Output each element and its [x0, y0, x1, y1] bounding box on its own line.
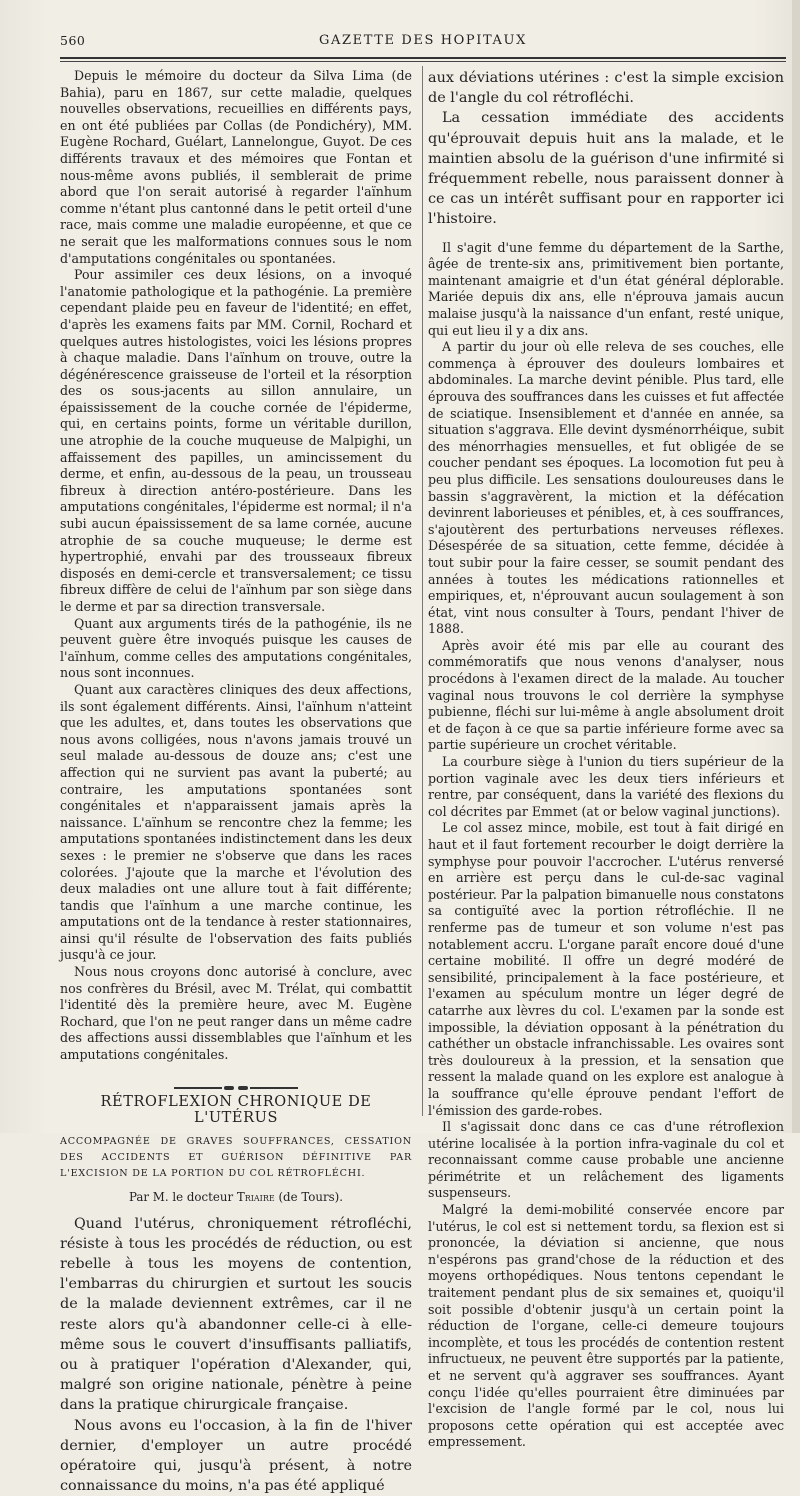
author-prefix: Par M. le docteur: [128, 1189, 234, 1204]
paragraph: Malgré la demi-mobilité conservée encore par l'utérus, le col est si nettement tordu, sa flexion est si prononcée, la déviation si ancienne, que nous n'espérons pas grand'chose de la réduction et des moyens orthopédiques. Nous tentons cependant le traitement pendant plus de six semaines et, quoiqu'il soit possible d'obtenir jusqu'à un certain point la réduction de l'organe, celle-ci demeure toujours incomplète, et tous les procédés de contention restent infructueux, ne peuvent être supportés par la patiente, et ne servent qu'à aggraver ses souffrances. Ayant conçu l'idée qu'elles pourraient être diminuées par l'excision de l'angle formé par le col, nous lui proposons cette opération qui est acceptée avec empressement.: [428, 1202, 784, 1450]
header-rule-thick: [60, 57, 786, 59]
paragraph: Quant aux arguments tirés de la pathogénie, ils ne peuvent guère être invoqués puisque les causes de l'aïnhum, comme celles des amputations congénitales, nous sont inconnues.: [60, 615, 412, 681]
article-lead-continued: [428, 68, 784, 230]
paragraph: Pour assimiler ces deux lésions, on a invoqué l'anatomie pathologique et la pathogénie. La première cependant plaide peu en faveur de l'identité; en effet, d'après les examens faits par MM. Cornil, Rochard et quelques autres histologistes, voici les lésions propres à chaque maladie. Dans l'aïnhum on trouve, outre la dégénérescence graisseuse de l'orteil et la résorption des os sous-jacents au sillon annulaire, un épaississement de la couche cornée de l'épiderme, qui, en certains points, forme un véritable durillon, une atrophie de la couche muqueuse de Malpighi, un affaissement des papilles, un amincissement du derme, et enfin, au-dessous de la peau, un trousseau fibreux à direction antéro-postérieure. Dans les amputations congénitales, l'épiderme est normal; il n'a subi aucun épaississement de sa lame cornée, aucune atrophie de sa couche muqueuse; le derme est hypertrophié, envahi par des trousseaux fibreux disposés en demi-cercle et transversalement; ce tissu fibreux diffère de celui de l'aïnhum par son siège dans le derme et par sa direction transversale.: [60, 267, 412, 614]
lead-paragraph: Nous avons eu l'occasion, à la fin de l'hiver dernier, d'employer un autre procédé opératoire qui, jusqu'à présent, à notre connaissance du moins, n'a pas été appliqué: [60, 1417, 412, 1495]
section-ornament: [60, 1078, 412, 1084]
article-lead: [60, 1214, 412, 1496]
paragraph: Après avoir été mis par elle au courant des commémoratifs que nous venons d'analyser, nous procédons à l'examen direct de la malade. Au toucher vaginal nous trouvons le col derrière la symphyse pubienne, fléchi sur lui-même à angle absolument droit et de façon à ce que sa partie inférieure forme avec sa partie supérieure un crochet véritable.: [428, 637, 784, 753]
paragraph: Le col assez mince, mobile, est tout à fait dirigé en haut et il faut fortement recourber le doigt derrière la symphyse pour pouvoir l'accrocher. L'utérus renversé en arrière est perçu dans le cul-de-sac vaginal postérieur. Par la palpation bimanuelle nous constatons sa contiguïté avec la portion rétrofléchie. Il ne renferme pas de tumeur et son volume n'est pas notablement accru. L'organe paraît encore doué d'une certaine mobilité. Il offre un degré modéré de sensibilité, principalement à la face postérieure, et l'examen au spéculum montre un léger degré de catarrhe aux lèvres du col. L'examen par la sonde est impossible, la déviation opposant à la pénétration du cathéther un obstacle infranchissable. Les ovaires sont très douloureux à la pression, et la sensation que ressent la malade quand on les explore est analogue à la souffrance qu'elle éprouve pendant l'effort de l'émission des garde-robes.: [428, 820, 784, 1118]
column-divider: [422, 66, 423, 1116]
paragraph: Depuis le mémoire du docteur da Silva Lima (de Bahia), paru en 1867, sur cette maladie, quelques nouvelles observations, recueillies en différents pays, en ont été publiées par Collas (de Pondichéry), MM. Eugène Rochard, Guélart, Lannelongue, Guyot. De ces différents travaux et des mémoires que Fontan et nous-même avons publiés, il semblerait de prime abord que l'on serait autorisé à regarder l'aïnhum comme n'étant plus cantonné dans le petit orteil d'une race, mais comme une maladie européenne, et que ce ne serait que les malformations connues sous le nom d'amputations congénitales ou spontanées.: [60, 68, 412, 266]
page-number: 560: [60, 33, 86, 48]
author-line: [60, 1190, 412, 1204]
paragraph: Il s'agit d'une femme du département de la Sarthe, âgée de trente-six ans, primitivement bien portante, maintenant amaigrie et d'un état général déplorable. Mariée depuis dix ans, elle n'éprouva jamais aucun malaise jusqu'à la naissance d'un enfant, resté unique, qui eut lieu il y a dix ans.: [428, 239, 784, 338]
article-subtitle: ACCOMPAGNÉE DE GRAVES SOUFFRANCES, CESSATION DES ACCIDENTS ET GUÉRISON DÉFINITIVE PAR L'EXCISION DE LA PORTION DU COL RÉTROFLÉCHI.: [60, 1135, 412, 1179]
lead-paragraph: aux déviations utérines : c'est la simple excision de l'angle du col rétrofléchi.: [428, 70, 784, 107]
paragraph: Il s'agissait donc dans ce cas d'une rétroflexion utérine localisée à la portion infra-vaginale du col et reconnaissant comme cause probable une ancienne périmétrite et un relâchement des ligaments suspenseurs.: [428, 1119, 784, 1201]
paragraph: La courbure siège à l'union du tiers supérieur de la portion vaginale avec les deux tiers inférieurs et rentre, par conséquent, dans la variété des flexions du col décrites par Emmet (at or below vaginal junctions).: [428, 754, 784, 819]
article-title: RÉTROFLEXION CHRONIQUE DE L'UTÉRUS: [100, 1093, 372, 1126]
lead-paragraph: Quand l'utérus, chroniquement rétrofléchi, résiste à tous les procédés de réduction, ou est rebelle à tous les moyens de contention, l'embarras du chirurgien et surtout les soucis de la malade deviennent extrêmes, car il ne reste alors qu'à abandonner celle-ci à elle-même sous le couvert d'insuffisants palliatifs, ou à pratiquer l'opération d'Alexander, qui, malgré son origine nationale, pénètre à peine dans la pratique chirurgicale française.: [60, 1215, 412, 1414]
lead-paragraph: La cessation immédiate des accidents qu'éprouvait depuis huit ans la malade, et le maintien absolu de la guérison d'une infirmité si fréquemment rebelle, nous paraissent donner à ce cas un intérêt suffisant pour en rapporter ici l'histoire.: [428, 110, 784, 228]
right-column: [428, 68, 784, 1451]
author-name: Triaire: [236, 1189, 275, 1204]
paragraph: Quant aux caractères cliniques des deux affections, ils sont également différents. Ainsi, l'aïnhum n'atteint que les adultes, et, dans toutes les observations que nous avons colligées, nous n'avons jamais trouvé un seul malade au-dessous de douze ans; c'est une affection qui ne survient pas avant la puberté; au contraire, les amputations spontanées sont congénitales et n'apparaissent jamais après la naissance. L'aïnhum se rencontre chez la femme; les amputations spontanées indistinctement dans les deux sexes : le premier ne s'observe que dans les races colorées. J'ajoute que la marche et l'évolution des deux maladies ont une allure tout à fait différente; tandis que l'aïnhum a une marche continue, les amputations ont de la tendance à rester stationnaires, ainsi qu'il résulte de l'observation des faits publiés jusqu'à ce jour.: [60, 681, 412, 963]
page-edge: [792, 0, 800, 1133]
left-column: [60, 68, 412, 1496]
running-title: GAZETTE DES HOPITAUX: [319, 33, 527, 48]
paragraph: A partir du jour où elle releva de ses couches, elle commença à éprouver des douleurs lombaires et abdominales. La marche devint pénible. Plus tard, elle éprouva des souffrances dans les cuisses et fut affectée de sciatique. Insensiblement et d'année en année, sa situation s'aggrava. Elle devint dysménorrhéique, subit des ménorrhagies mensuelles, et fut obligée de se coucher pendant ses époques. La locomotion fut peu à peu plus difficile. Les sensations douloureuses dans le bassin s'aggravèrent, la miction et la défécation devinrent laborieuses et pénibles, et, à ces souffrances, s'ajoutèrent des perturbations nerveuses réflexes. Désespérée de sa situation, cette femme, décidée à tout subir pour la faire cesser, se soumit pendant des années à toutes les médications rationnelles et empiriques, et, n'éprouvant aucun soulagement à son état, vint nous consulter à Tours, pendant l'hiver de 1888.: [428, 339, 784, 637]
header-rule-thin: [60, 61, 786, 62]
author-suffix: (de Tours).: [278, 1189, 344, 1204]
paragraph: Nous nous croyons donc autorisé à conclure, avec nos confrères du Brésil, avec M. Trélat, qui combattit l'identité dès la première heure, avec M. Eugène Rochard, que l'on ne peut ranger dans un même cadre des affections aussi dissemblables que l'aïnhum et les amputations congénitales.: [60, 964, 412, 1063]
page-header: [60, 33, 786, 53]
